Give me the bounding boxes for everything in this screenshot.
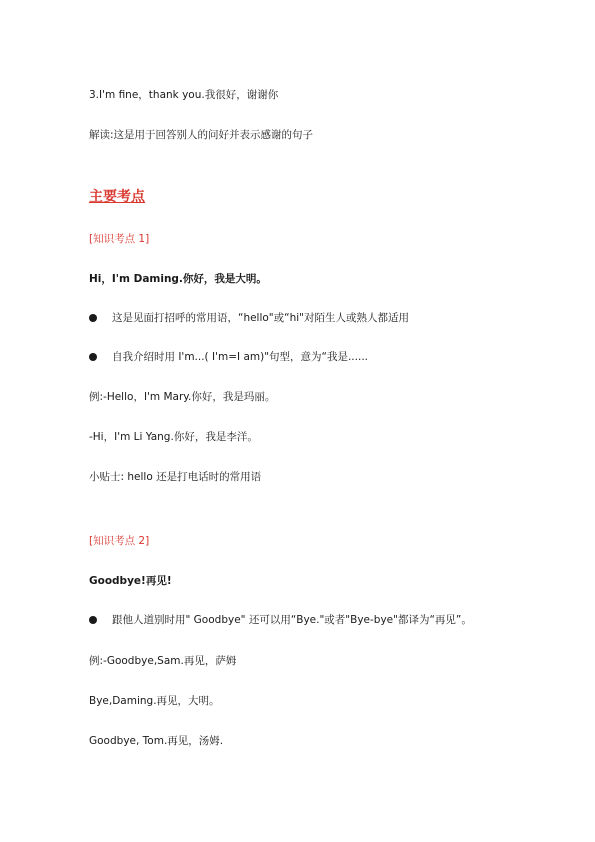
- section-heading: 主要考点: [89, 189, 145, 205]
- bullet-item-2: 自我介绍时用 I'm...( I'm=I am)"句型，意为“我是......: [112, 351, 368, 363]
- phrase-line-3: 3.I'm fine，thank you.我很好，谢谢你: [89, 89, 279, 101]
- example-line-2: -Hi，I'm Li Yang.你好，我是李洋。: [89, 431, 258, 443]
- bullet-icon: [89, 314, 97, 322]
- example-line-5: Goodbye, Tom.再见，汤姆.: [89, 735, 224, 747]
- example-line-1: 例:-Hello，I'm Mary.你好，我是玛丽。: [89, 391, 276, 403]
- explanation-line: 解读:这是用于回答别人的问好并表示感谢的句子: [89, 129, 314, 141]
- key-sentence-1: Hi，I'm Daming.你好，我是大明。: [89, 273, 267, 285]
- example-line-4: Bye,Daming.再见，大明。: [89, 695, 220, 707]
- bullet-icon: [89, 353, 97, 361]
- example-line-3: 例:-Goodbye,Sam.再见，萨姆: [89, 655, 237, 667]
- bullet-icon: [89, 616, 97, 624]
- bullet-item-3: 跟他人道别时用" Goodbye" 还可以用“Bye."或者"Bye-bye"都译为“再见”。: [112, 614, 472, 626]
- bullet-item-1: 这是见面打招呼的常用语，“hello"或“hi"对陌生人或熟人都适用: [112, 312, 409, 324]
- key-sentence-2: Goodbye!再见!: [89, 575, 172, 587]
- tip-line: 小贴士: hello 还是打电话时的常用语: [89, 471, 262, 483]
- knowledge-point-1-label: [知识考点 1]: [89, 233, 150, 245]
- knowledge-point-2-label: [知识考点 2]: [89, 535, 150, 547]
